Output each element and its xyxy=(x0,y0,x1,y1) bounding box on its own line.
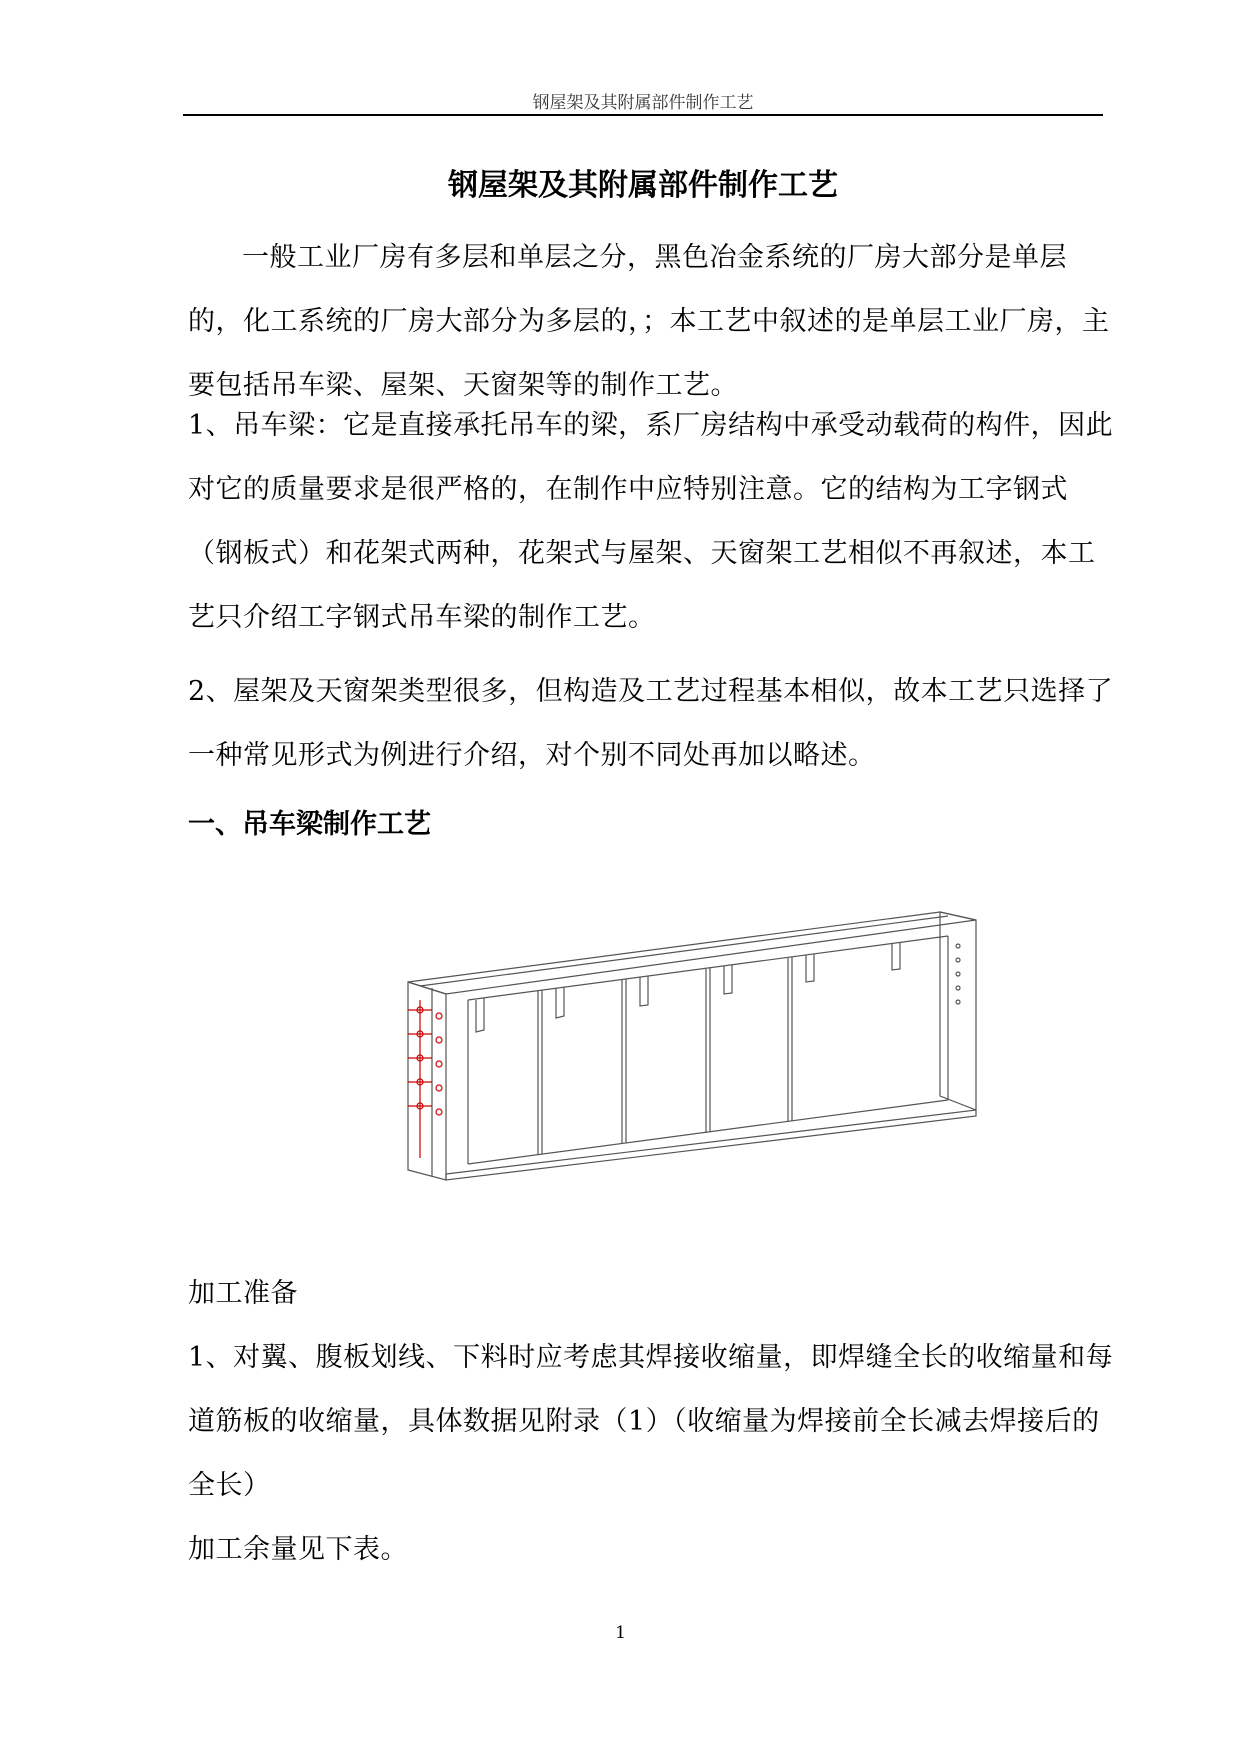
section-heading: 一、吊车梁制作工艺 xyxy=(188,809,431,840)
running-header: 钢屋架及其附属部件制作工艺 xyxy=(532,93,754,113)
prep-heading: 加工准备 xyxy=(188,1278,298,1309)
header-rule xyxy=(183,114,1103,116)
prep-allowance-note: 加工余量见下表。 xyxy=(188,1534,408,1565)
item-roof-truss: 2、屋架及天窗架类型很多，但构造及工艺过程基本相似，故本工艺只选择了一种常见形式为例进行介绍，对个别不同处再加以略述。 xyxy=(188,676,1114,771)
item-crane-beam: 1、吊车梁：它是直接承托吊车的梁，系厂房结构中承受动载荷的构件，因此对它的质量要求是很严格的，在制作中应特别注意。它的结构为工字钢式（钢板式）和花架式两种，花架式与屋架、天窗架工艺相似不再叙述，本工艺只介绍工字钢式吊车梁的制作工艺。 xyxy=(188,410,1114,633)
intro-paragraph: 一般工业厂房有多层和单层之分，黑色冶金系统的厂房大部分是单层的，化工系统的厂房大部分为多层的，；本工艺中叙述的是单层工业厂房，主要包括吊车梁、屋架、天窗架等的制作工艺。 xyxy=(188,242,1110,401)
crane-beam-isometric-drawing-icon xyxy=(400,908,1010,1228)
prep-item-shrinkage: 1、对翼、腹板划线、下料时应考虑其焊接收缩量，即焊缝全长的收缩量和每道筋板的收缩量，具体数据见附录（1）（收缩量为焊接前全长减去焊接后的全长） xyxy=(188,1342,1114,1501)
crane-beam-figure xyxy=(400,908,1010,1228)
page-number: 1 xyxy=(615,1623,626,1643)
document-title: 钢屋架及其附属部件制作工艺 xyxy=(448,168,838,203)
